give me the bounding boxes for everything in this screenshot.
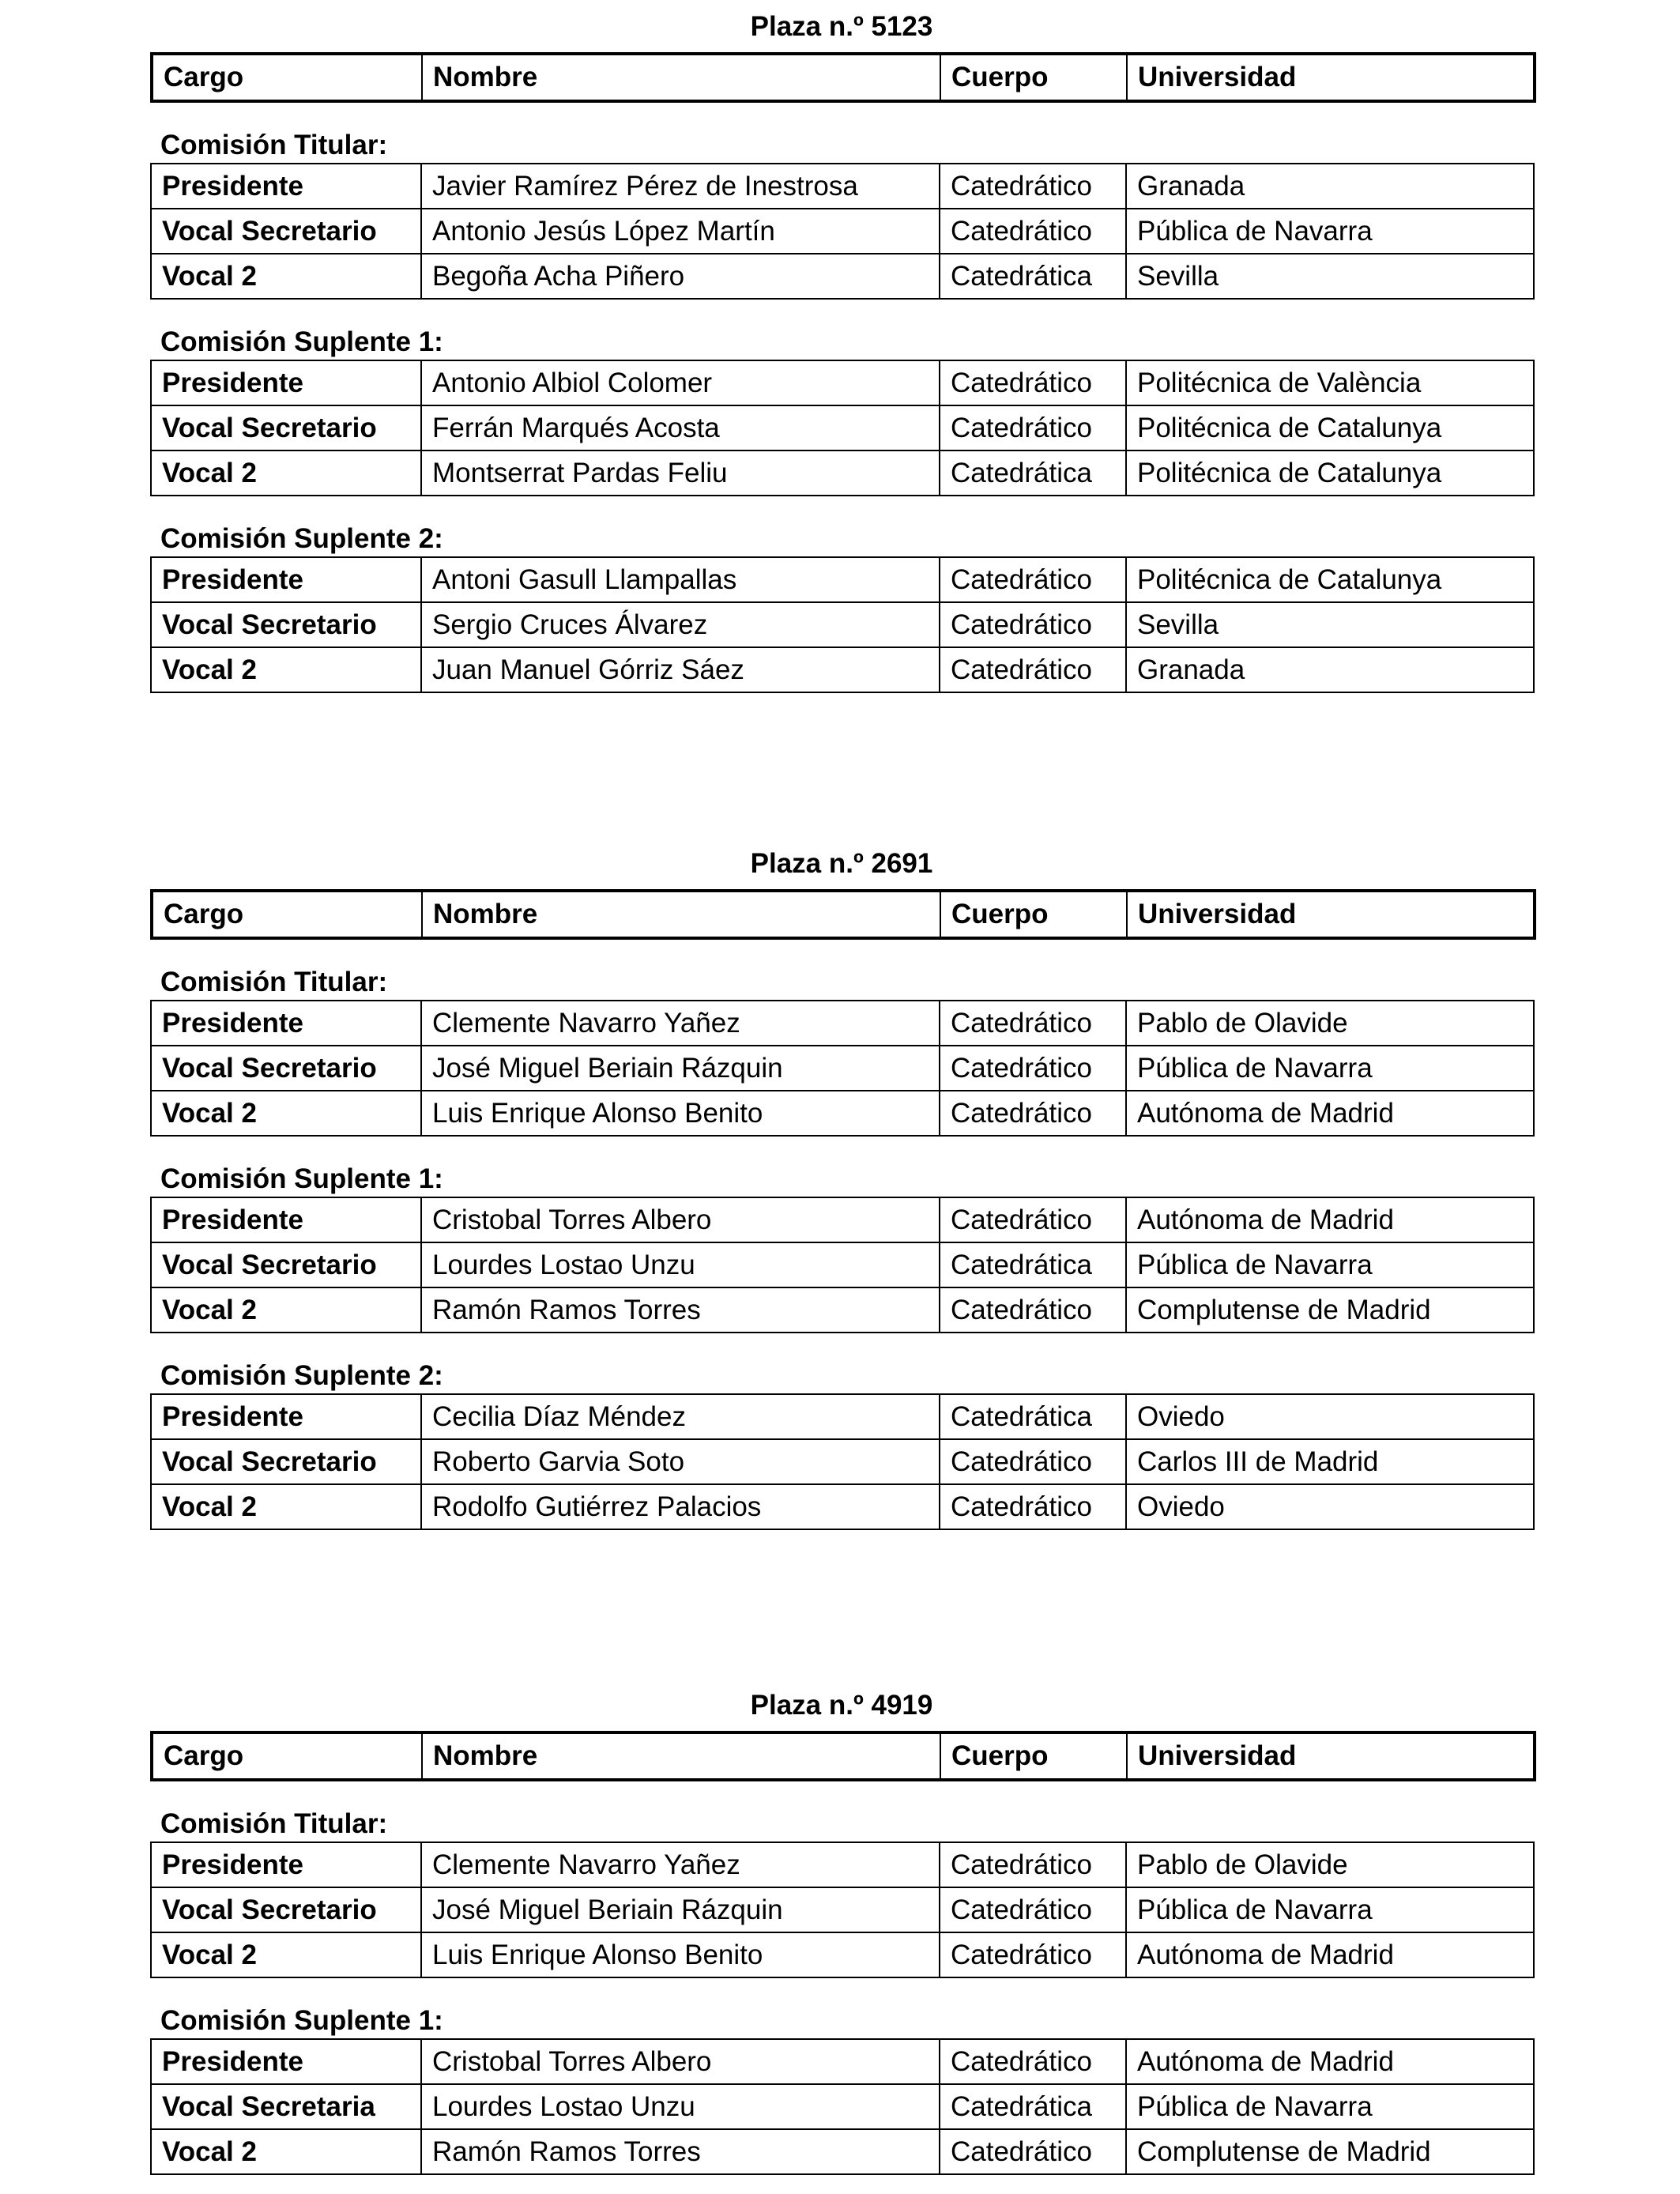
header-cargo: Cargo [164, 899, 244, 929]
commission-table [150, 163, 1535, 300]
cuerpo-cell: Catedrática [940, 2084, 1126, 2129]
cargo-cell: Vocal Secretario [151, 1046, 421, 1091]
table-row [151, 1001, 1534, 1046]
group-label: Comisión Suplente 2: [160, 1360, 443, 1391]
header-table [150, 889, 1536, 940]
commission-table [150, 1000, 1535, 1137]
table-row [151, 602, 1534, 647]
cargo-cell: Vocal Secretario [151, 602, 421, 647]
plaza-title: Plaza n.º 5123 [750, 11, 933, 42]
group-label: Comisión Suplente 1: [160, 326, 443, 357]
cuerpo-cell: Catedrática [940, 254, 1126, 299]
table-row [151, 1932, 1534, 1977]
cargo-cell: Vocal Secretario [151, 209, 421, 254]
commission-table [150, 1197, 1535, 1333]
group-label: Comisión Titular: [160, 1808, 388, 1839]
group-label: Comisión Suplente 1: [160, 1163, 443, 1194]
cuerpo-cell: Catedrático [940, 1842, 1126, 1887]
table-row [151, 1842, 1534, 1887]
commission-table [150, 1842, 1535, 1978]
cuerpo-cell: Catedrático [940, 1439, 1126, 1484]
universidad-cell: Politécnica de València [1126, 360, 1534, 405]
table-row [151, 1439, 1534, 1484]
cuerpo-cell: Catedrático [940, 1887, 1126, 1932]
group-label: Comisión Suplente 1: [160, 2005, 443, 2036]
universidad-cell: Sevilla [1126, 602, 1534, 647]
table-row [151, 164, 1534, 209]
universidad-cell: Granada [1126, 647, 1534, 692]
nombre-cell: José Miguel Beriain Rázquin [421, 1887, 940, 1932]
header-cuerpo: Cuerpo [940, 1732, 1127, 1780]
nombre-cell: Clemente Navarro Yañez [421, 1001, 940, 1046]
cargo-cell: Vocal 2 [151, 1091, 421, 1136]
cargo-cell: Vocal Secretario [151, 405, 421, 450]
table-row [151, 360, 1534, 405]
nombre-cell: Javier Ramírez Pérez de Inestrosa [421, 164, 940, 209]
table-row [151, 2129, 1534, 2174]
header-table [150, 52, 1536, 103]
universidad-cell: Oviedo [1126, 1394, 1534, 1439]
cuerpo-cell: Catedrático [940, 164, 1126, 209]
cargo-cell: Vocal Secretario [151, 1439, 421, 1484]
universidad-cell: Sevilla [1126, 254, 1534, 299]
universidad-cell: Pablo de Olavide [1126, 1001, 1534, 1046]
header-cuerpo: Cuerpo [940, 54, 1127, 101]
universidad-cell: Politécnica de Catalunya [1126, 450, 1534, 496]
universidad-cell: Granada [1126, 164, 1534, 209]
table-row [151, 1887, 1534, 1932]
cuerpo-cell: Catedrático [940, 2039, 1126, 2084]
table-row [151, 557, 1534, 602]
cargo-cell: Presidente [151, 164, 421, 209]
commission-table [150, 360, 1535, 496]
header-nombre: Nombre [422, 1732, 940, 1780]
cargo-cell: Vocal 2 [151, 2129, 421, 2174]
cargo-cell: Presidente [151, 1394, 421, 1439]
cuerpo-cell: Catedrática [940, 1394, 1126, 1439]
nombre-cell: Montserrat Pardas Feliu [421, 450, 940, 496]
cargo-cell: Vocal 2 [151, 1287, 421, 1333]
nombre-cell: Juan Manuel Górriz Sáez [421, 647, 940, 692]
universidad-cell: Autónoma de Madrid [1126, 1091, 1534, 1136]
table-row [151, 2084, 1534, 2129]
cuerpo-cell: Catedrático [940, 1091, 1126, 1136]
header-cargo: Cargo [164, 62, 244, 92]
universidad-cell: Autónoma de Madrid [1126, 2039, 1534, 2084]
cargo-cell: Vocal 2 [151, 1932, 421, 1977]
nombre-cell: Cristobal Torres Albero [421, 2039, 940, 2084]
nombre-cell: Clemente Navarro Yañez [421, 1842, 940, 1887]
universidad-cell: Autónoma de Madrid [1126, 1197, 1534, 1242]
universidad-cell: Carlos III de Madrid [1126, 1439, 1534, 1484]
header-cargo: Cargo [164, 1740, 244, 1771]
universidad-cell: Pública de Navarra [1126, 209, 1534, 254]
header-table [150, 1731, 1536, 1781]
header-row [152, 1732, 1535, 1780]
nombre-cell: Cristobal Torres Albero [421, 1197, 940, 1242]
cargo-cell: Presidente [151, 557, 421, 602]
cuerpo-cell: Catedrático [940, 405, 1126, 450]
commission-table [150, 556, 1535, 693]
table-row [151, 1197, 1534, 1242]
cuerpo-cell: Catedrático [940, 360, 1126, 405]
header-universidad: Universidad [1127, 1732, 1535, 1780]
header-cuerpo: Cuerpo [940, 891, 1127, 938]
cuerpo-cell: Catedrático [940, 2129, 1126, 2174]
table-row [151, 1484, 1534, 1529]
nombre-cell: Ferrán Marqués Acosta [421, 405, 940, 450]
table-row [151, 1287, 1534, 1333]
cargo-cell: Presidente [151, 2039, 421, 2084]
header-row [152, 891, 1535, 938]
header-row [152, 54, 1535, 101]
nombre-cell: Sergio Cruces Álvarez [421, 602, 940, 647]
commission-table [150, 2038, 1535, 2175]
universidad-cell: Pablo de Olavide [1126, 1842, 1534, 1887]
plaza-section [150, 11, 1533, 693]
universidad-cell: Politécnica de Catalunya [1126, 405, 1534, 450]
group-label: Comisión Titular: [160, 130, 388, 160]
cuerpo-cell: Catedrático [940, 1046, 1126, 1091]
cargo-cell: Vocal 2 [151, 254, 421, 299]
table-row [151, 254, 1534, 299]
universidad-cell: Autónoma de Madrid [1126, 1932, 1534, 1977]
table-row [151, 405, 1534, 450]
universidad-cell: Oviedo [1126, 1484, 1534, 1529]
cargo-cell: Vocal 2 [151, 450, 421, 496]
cargo-cell: Vocal 2 [151, 647, 421, 692]
group-label: Comisión Suplente 2: [160, 523, 443, 554]
cuerpo-cell: Catedrático [940, 1932, 1126, 1977]
universidad-cell: Pública de Navarra [1126, 1887, 1534, 1932]
cuerpo-cell: Catedrático [940, 602, 1126, 647]
nombre-cell: Lourdes Lostao Unzu [421, 1242, 940, 1287]
universidad-cell: Complutense de Madrid [1126, 2129, 1534, 2174]
cargo-cell: Vocal 2 [151, 1484, 421, 1529]
cuerpo-cell: Catedrática [940, 1242, 1126, 1287]
nombre-cell: Luis Enrique Alonso Benito [421, 1932, 940, 1977]
plaza-title: Plaza n.º 2691 [750, 848, 933, 879]
cuerpo-cell: Catedrático [940, 1287, 1126, 1333]
universidad-cell: Pública de Navarra [1126, 2084, 1534, 2129]
cuerpo-cell: Catedrático [940, 557, 1126, 602]
universidad-cell: Complutense de Madrid [1126, 1287, 1534, 1333]
nombre-cell: Antonio Albiol Colomer [421, 360, 940, 405]
cargo-cell: Presidente [151, 360, 421, 405]
header-universidad: Universidad [1127, 54, 1535, 101]
header-universidad: Universidad [1127, 891, 1535, 938]
universidad-cell: Pública de Navarra [1126, 1242, 1534, 1287]
nombre-cell: Lourdes Lostao Unzu [421, 2084, 940, 2129]
table-row [151, 1046, 1534, 1091]
cuerpo-cell: Catedrático [940, 209, 1126, 254]
cargo-cell: Vocal Secretario [151, 1242, 421, 1287]
commission-table [150, 1393, 1535, 1530]
cargo-cell: Presidente [151, 1197, 421, 1242]
nombre-cell: Roberto Garvia Soto [421, 1439, 940, 1484]
nombre-cell: Ramón Ramos Torres [421, 2129, 940, 2174]
cuerpo-cell: Catedrática [940, 450, 1126, 496]
header-nombre: Nombre [422, 54, 940, 101]
universidad-cell: Pública de Navarra [1126, 1046, 1534, 1091]
nombre-cell: Cecilia Díaz Méndez [421, 1394, 940, 1439]
nombre-cell: Antoni Gasull Llampallas [421, 557, 940, 602]
table-row [151, 2039, 1534, 2084]
nombre-cell: Ramón Ramos Torres [421, 1287, 940, 1333]
table-row [151, 1242, 1534, 1287]
cuerpo-cell: Catedrático [940, 1197, 1126, 1242]
nombre-cell: Luis Enrique Alonso Benito [421, 1091, 940, 1136]
plaza-section [150, 848, 1533, 1530]
group-label: Comisión Titular: [160, 967, 388, 997]
cargo-cell: Presidente [151, 1001, 421, 1046]
nombre-cell: Begoña Acha Piñero [421, 254, 940, 299]
plaza-section [150, 1690, 1533, 2175]
cargo-cell: Presidente [151, 1842, 421, 1887]
cargo-cell: Vocal Secretaria [151, 2084, 421, 2129]
cuerpo-cell: Catedrático [940, 1484, 1126, 1529]
cuerpo-cell: Catedrático [940, 647, 1126, 692]
nombre-cell: José Miguel Beriain Rázquin [421, 1046, 940, 1091]
table-row [151, 1394, 1534, 1439]
universidad-cell: Politécnica de Catalunya [1126, 557, 1534, 602]
table-row [151, 1091, 1534, 1136]
nombre-cell: Rodolfo Gutiérrez Palacios [421, 1484, 940, 1529]
table-row [151, 450, 1534, 496]
table-row [151, 647, 1534, 692]
table-row [151, 209, 1534, 254]
cuerpo-cell: Catedrático [940, 1001, 1126, 1046]
header-nombre: Nombre [422, 891, 940, 938]
cargo-cell: Vocal Secretario [151, 1887, 421, 1932]
nombre-cell: Antonio Jesús López Martín [421, 209, 940, 254]
plaza-title: Plaza n.º 4919 [750, 1690, 933, 1721]
